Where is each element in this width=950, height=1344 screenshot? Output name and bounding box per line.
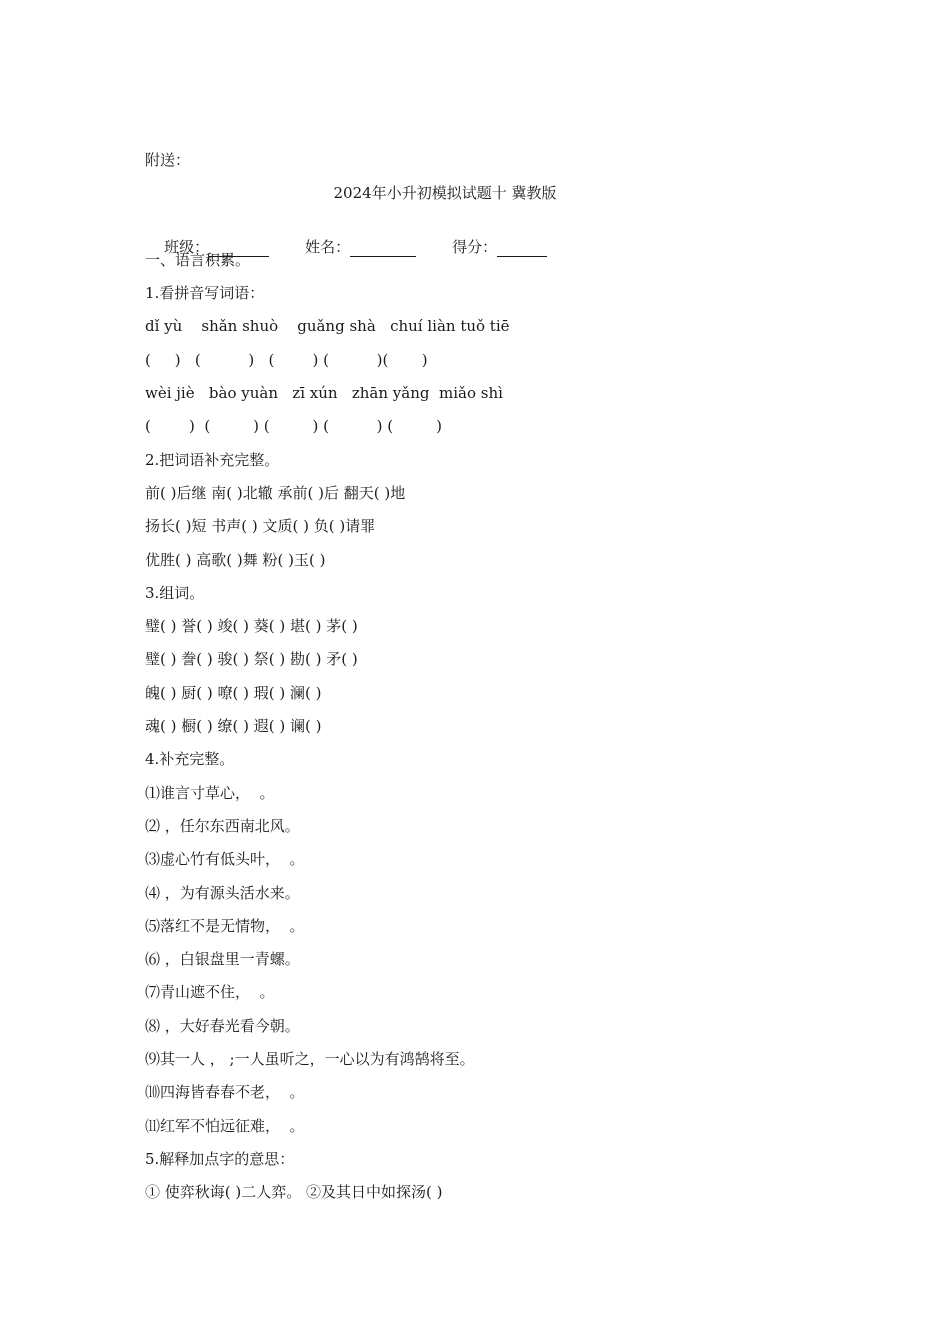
page-title: 2024年小升初模拟试题十 冀教版 (333, 184, 557, 203)
poem-item: ⑺青山遮不住， 。 (145, 983, 275, 1002)
section-heading: 一、语言积累。 (145, 250, 251, 269)
poem-item: ⑶虚心竹有低头叶， 。 (145, 850, 305, 869)
score-label: 得分： (452, 237, 498, 256)
answer-blanks-row-1: ( ) ( ) ( ) ( )( ) (145, 350, 428, 369)
poem-item: ⑼其一人 ， ;一人虽听之，一心以为有鸿鹄将至。 (145, 1050, 475, 1069)
score-field[interactable] (497, 240, 547, 257)
question-1-heading: 1.看拼音写词语： (145, 284, 265, 303)
pinyin-row-1: dǐ yù shǎn shuò guǎng shà chuí liàn tuǒ tiē (145, 317, 510, 336)
student-info-row (145, 217, 805, 256)
poem-item: ⑽四海皆春春不老， 。 (145, 1083, 305, 1102)
name-field[interactable] (350, 240, 416, 257)
question-5-heading: 5.解释加点字的意思： (145, 1149, 295, 1168)
poem-item: ⑷ ，为有源头活水来。 (145, 883, 300, 902)
idiom-row-2: 扬长( )短 书声( ) 文质( ) 负( )请罪 (145, 517, 376, 536)
poem-item: ⑹ ，白银盘里一青螺。 (145, 950, 300, 969)
question-2-heading: 2.把词语补充完整。 (145, 450, 280, 469)
idiom-row-3: 优胜( ) 高歌( )舞 粉( )玉( ) (145, 550, 326, 569)
poem-item: ⑻ ，大好春光看今朝。 (145, 1016, 300, 1035)
pinyin-row-2: wèi jiè bào yuàn zī xún zhān yǎng miǎo shì (145, 384, 503, 403)
word-group-row-2: 璧( ) 誊( ) 骏( ) 祭( ) 勘( ) 矛( ) (145, 650, 358, 669)
name-label: 姓名： (305, 237, 351, 256)
poem-item: ⑸落红不是无情物， 。 (145, 916, 305, 935)
poem-item: ⑵ ，任尔东西南北风。 (145, 816, 300, 835)
answer-blanks-row-2: ( ) ( ) ( ) ( ) ( ) (145, 417, 442, 436)
idiom-row-1: 前( )后继 南( )北辙 承前( )后 翻天( )地 (145, 483, 406, 502)
worksheet-page (145, 150, 805, 1216)
class-label: 班级： (164, 237, 210, 256)
word-group-row-3: 魄( ) 厨( ) 嘹( ) 瑕( ) 澜( ) (145, 683, 322, 702)
question-3-heading: 3.组词。 (145, 583, 205, 602)
attachment-label: 附送： (145, 151, 191, 169)
word-group-row-1: 璧( ) 誉( ) 竣( ) 葵( ) 堪( ) 茅( ) (145, 617, 358, 636)
question-4-heading: 4.补充完整。 (145, 750, 235, 769)
poem-item: ⑴谁言寸草心， 。 (145, 783, 275, 802)
definition-row: ① 使弈秋诲( )二人弈。 ②及其日中如探汤( ) (145, 1183, 443, 1202)
poem-item: ⑾红军不怕远征难， 。 (145, 1116, 305, 1135)
word-group-row-4: 魂( ) 橱( ) 缭( ) 遐( ) 谰( ) (145, 717, 322, 736)
